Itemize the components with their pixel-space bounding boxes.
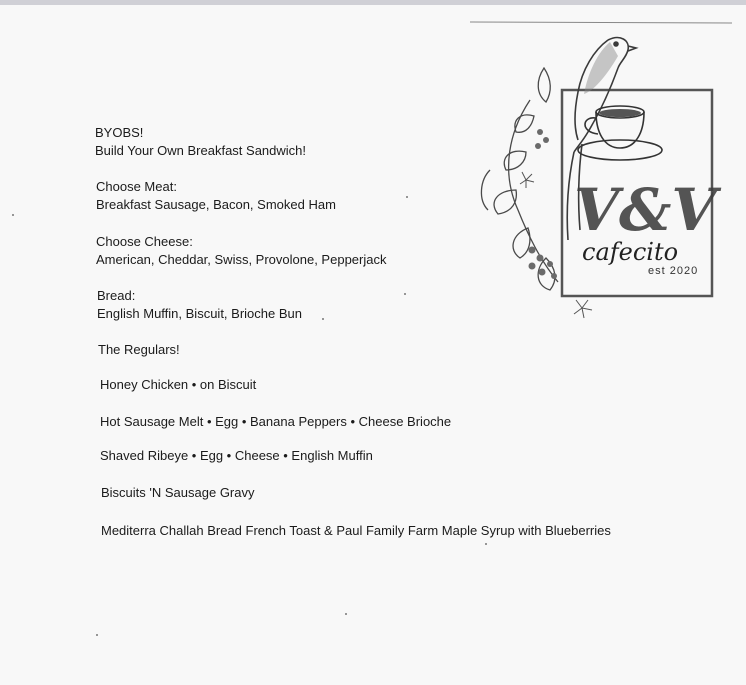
scan-speck bbox=[322, 318, 324, 320]
menu-item-shaved-ribeye: Shaved Ribeye • Egg • Cheese • English Muffin bbox=[100, 448, 373, 463]
scan-speck bbox=[406, 196, 408, 198]
meat-options: Breakfast Sausage, Bacon, Smoked Ham bbox=[96, 197, 336, 212]
scan-speck bbox=[96, 634, 98, 636]
logo-established-year: est 2020 bbox=[648, 265, 699, 277]
scan-speck bbox=[485, 543, 487, 545]
menu-item-hot-sausage-melt: Hot Sausage Melt • Egg • Banana Peppers • Cheese Brioche bbox=[100, 414, 452, 429]
scan-speck bbox=[404, 293, 406, 295]
cheese-heading: Choose Cheese: bbox=[96, 234, 193, 249]
logo-script-name: cafecito bbox=[582, 238, 679, 266]
byob-subtitle: Build Your Own Breakfast Sandwich! bbox=[95, 143, 307, 158]
regulars-heading: The Regulars! bbox=[98, 342, 180, 357]
bread-heading: Bread: bbox=[97, 288, 136, 303]
cafe-logo bbox=[470, 20, 732, 332]
meat-heading: Choose Meat: bbox=[96, 179, 177, 194]
scan-speck bbox=[345, 613, 347, 615]
byob-title: BYOBS! bbox=[95, 125, 144, 140]
scan-speck bbox=[12, 214, 14, 216]
cheese-options: American, Cheddar, Swiss, Provolone, Pepperjack bbox=[96, 252, 387, 267]
bread-options: English Muffin, Biscuit, Brioche Bun bbox=[97, 306, 302, 321]
logo-monogram: V&V bbox=[574, 176, 717, 244]
menu-item-biscuits-gravy: Biscuits 'N Sausage Gravy bbox=[101, 485, 255, 500]
menu-item-honey-chicken: Honey Chicken • on Biscuit bbox=[100, 377, 257, 392]
menu-item-french-toast: Mediterra Challah Bread French Toast & Paul Family Farm Maple Syrup with Blueberries bbox=[101, 523, 611, 538]
